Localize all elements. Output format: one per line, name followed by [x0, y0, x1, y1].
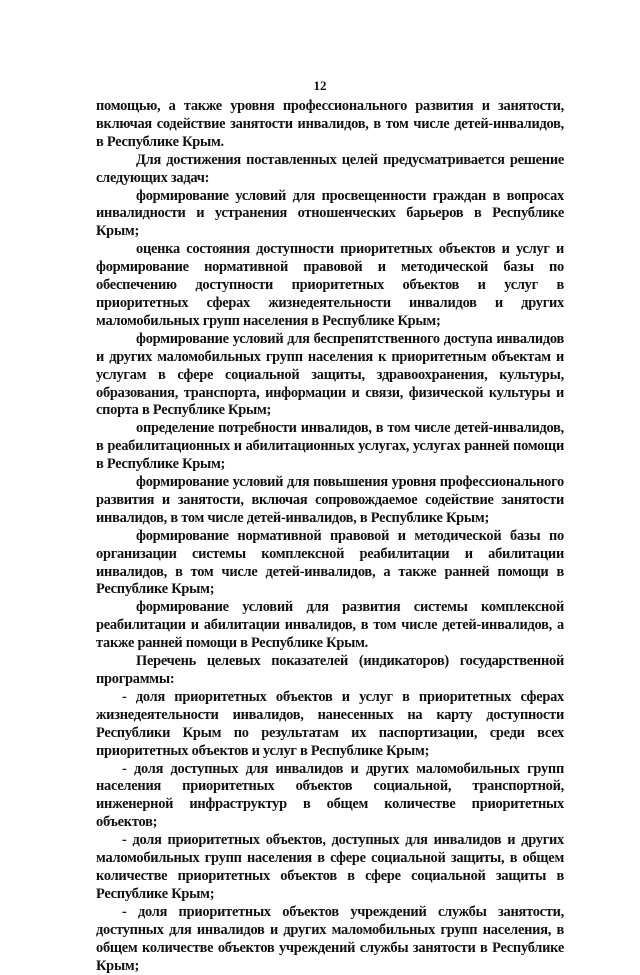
- paragraph-task-rehab-regulation: формирование нормативной правовой и методической базы по организации системы комплексной реабилитации и абилитации инвалидов, в том числе детей-инвалидов, а также ранней помощи в Республике Крым;: [96, 527, 564, 598]
- page-number: 12: [313, 78, 327, 93]
- paragraph-goal-continuation: помощью, а также уровня профессионального развития и занятости, включая содействие занятости инвалидов, в том числе детей-инвалидов, в Республике Крым.: [96, 98, 564, 150]
- paragraph-indicators-intro: Перечень целевых показателей (индикаторов) государственной программы:: [96, 653, 564, 687]
- paragraph-task-unobstructed-access: формирование условий для беспрепятственного доступа инвалидов и других маломобильных групп населения к приоритетным объектам и услугам в сфере социальной защиты, здравоохранения, культуры, образования, транспорта, информации и связи, физической культуры и спорта в Республике Крым;: [96, 330, 564, 419]
- paragraph-task-needs-determination: определение потребности инвалидов, в том числе детей-инвалидов, в реабилитационных и абилитационных услугах, услугах ранней помощи в Республике Крым;: [96, 420, 564, 473]
- list-item-indicator-employment-service: - доля приоритетных объектов учреждений службы занятости, доступных для инвалидов и других маломобильных групп населения, в общем количестве объектов учреждений службы занятости в Республике Крым;: [96, 903, 564, 974]
- list-item-indicator-map: - доля приоритетных объектов и услуг в приоритетных сферах жизнедеятельности инвалидов, нанесенных на карту доступности Республики Крым по результатам их паспортизации, среди всех приоритетных объектов и услуг в Республике Крым;: [96, 688, 564, 759]
- paragraph-task-employment: формирование условий для повышения уровня профессионального развития и занятости, включая сопровождаемое содействие занятости инвалидов, в том числе детей-инвалидов, в Республике Крым;: [96, 474, 564, 526]
- list-item-indicator-social-protection: - доля приоритетных объектов, доступных для инвалидов и других маломобильных групп населения в сфере социальной защиты, в общем количестве приоритетных объектов в сфере социальной защиты в Республике Крым;: [96, 832, 564, 902]
- paragraph-tasks-intro: Для достижения поставленных целей предусматривается решение следующих задач:: [96, 151, 564, 186]
- list-item-indicator-infrastructure: - доля доступных для инвалидов и других маломобильных групп населения приоритетных объектов социальной, транспортной, инженерной инфраструктур в общем количестве приоритетных объектов;: [96, 760, 564, 831]
- paragraph-task-accessibility-assessment: оценка состояния доступности приоритетных объектов и услуг и формирование нормативной правовой и методической базы по обеспечению доступности приоритетных объектов и услуг в приоритетных сферах жизнедеятельности инвалидов и других маломобильных групп населения в Республике Крым;: [96, 241, 564, 329]
- paragraph-task-awareness: формирование условий для просвещенности граждан в вопросах инвалидности и устранения отношенческих барьеров в Республике Крым;: [96, 187, 564, 240]
- paragraph-task-rehab-system: формирование условий для развития системы комплексной реабилитации и абилитации инвалидов, в том числе детей-инвалидов, а также ранней помощи в Республике Крым.: [96, 599, 564, 652]
- body-text: [96, 98, 564, 975]
